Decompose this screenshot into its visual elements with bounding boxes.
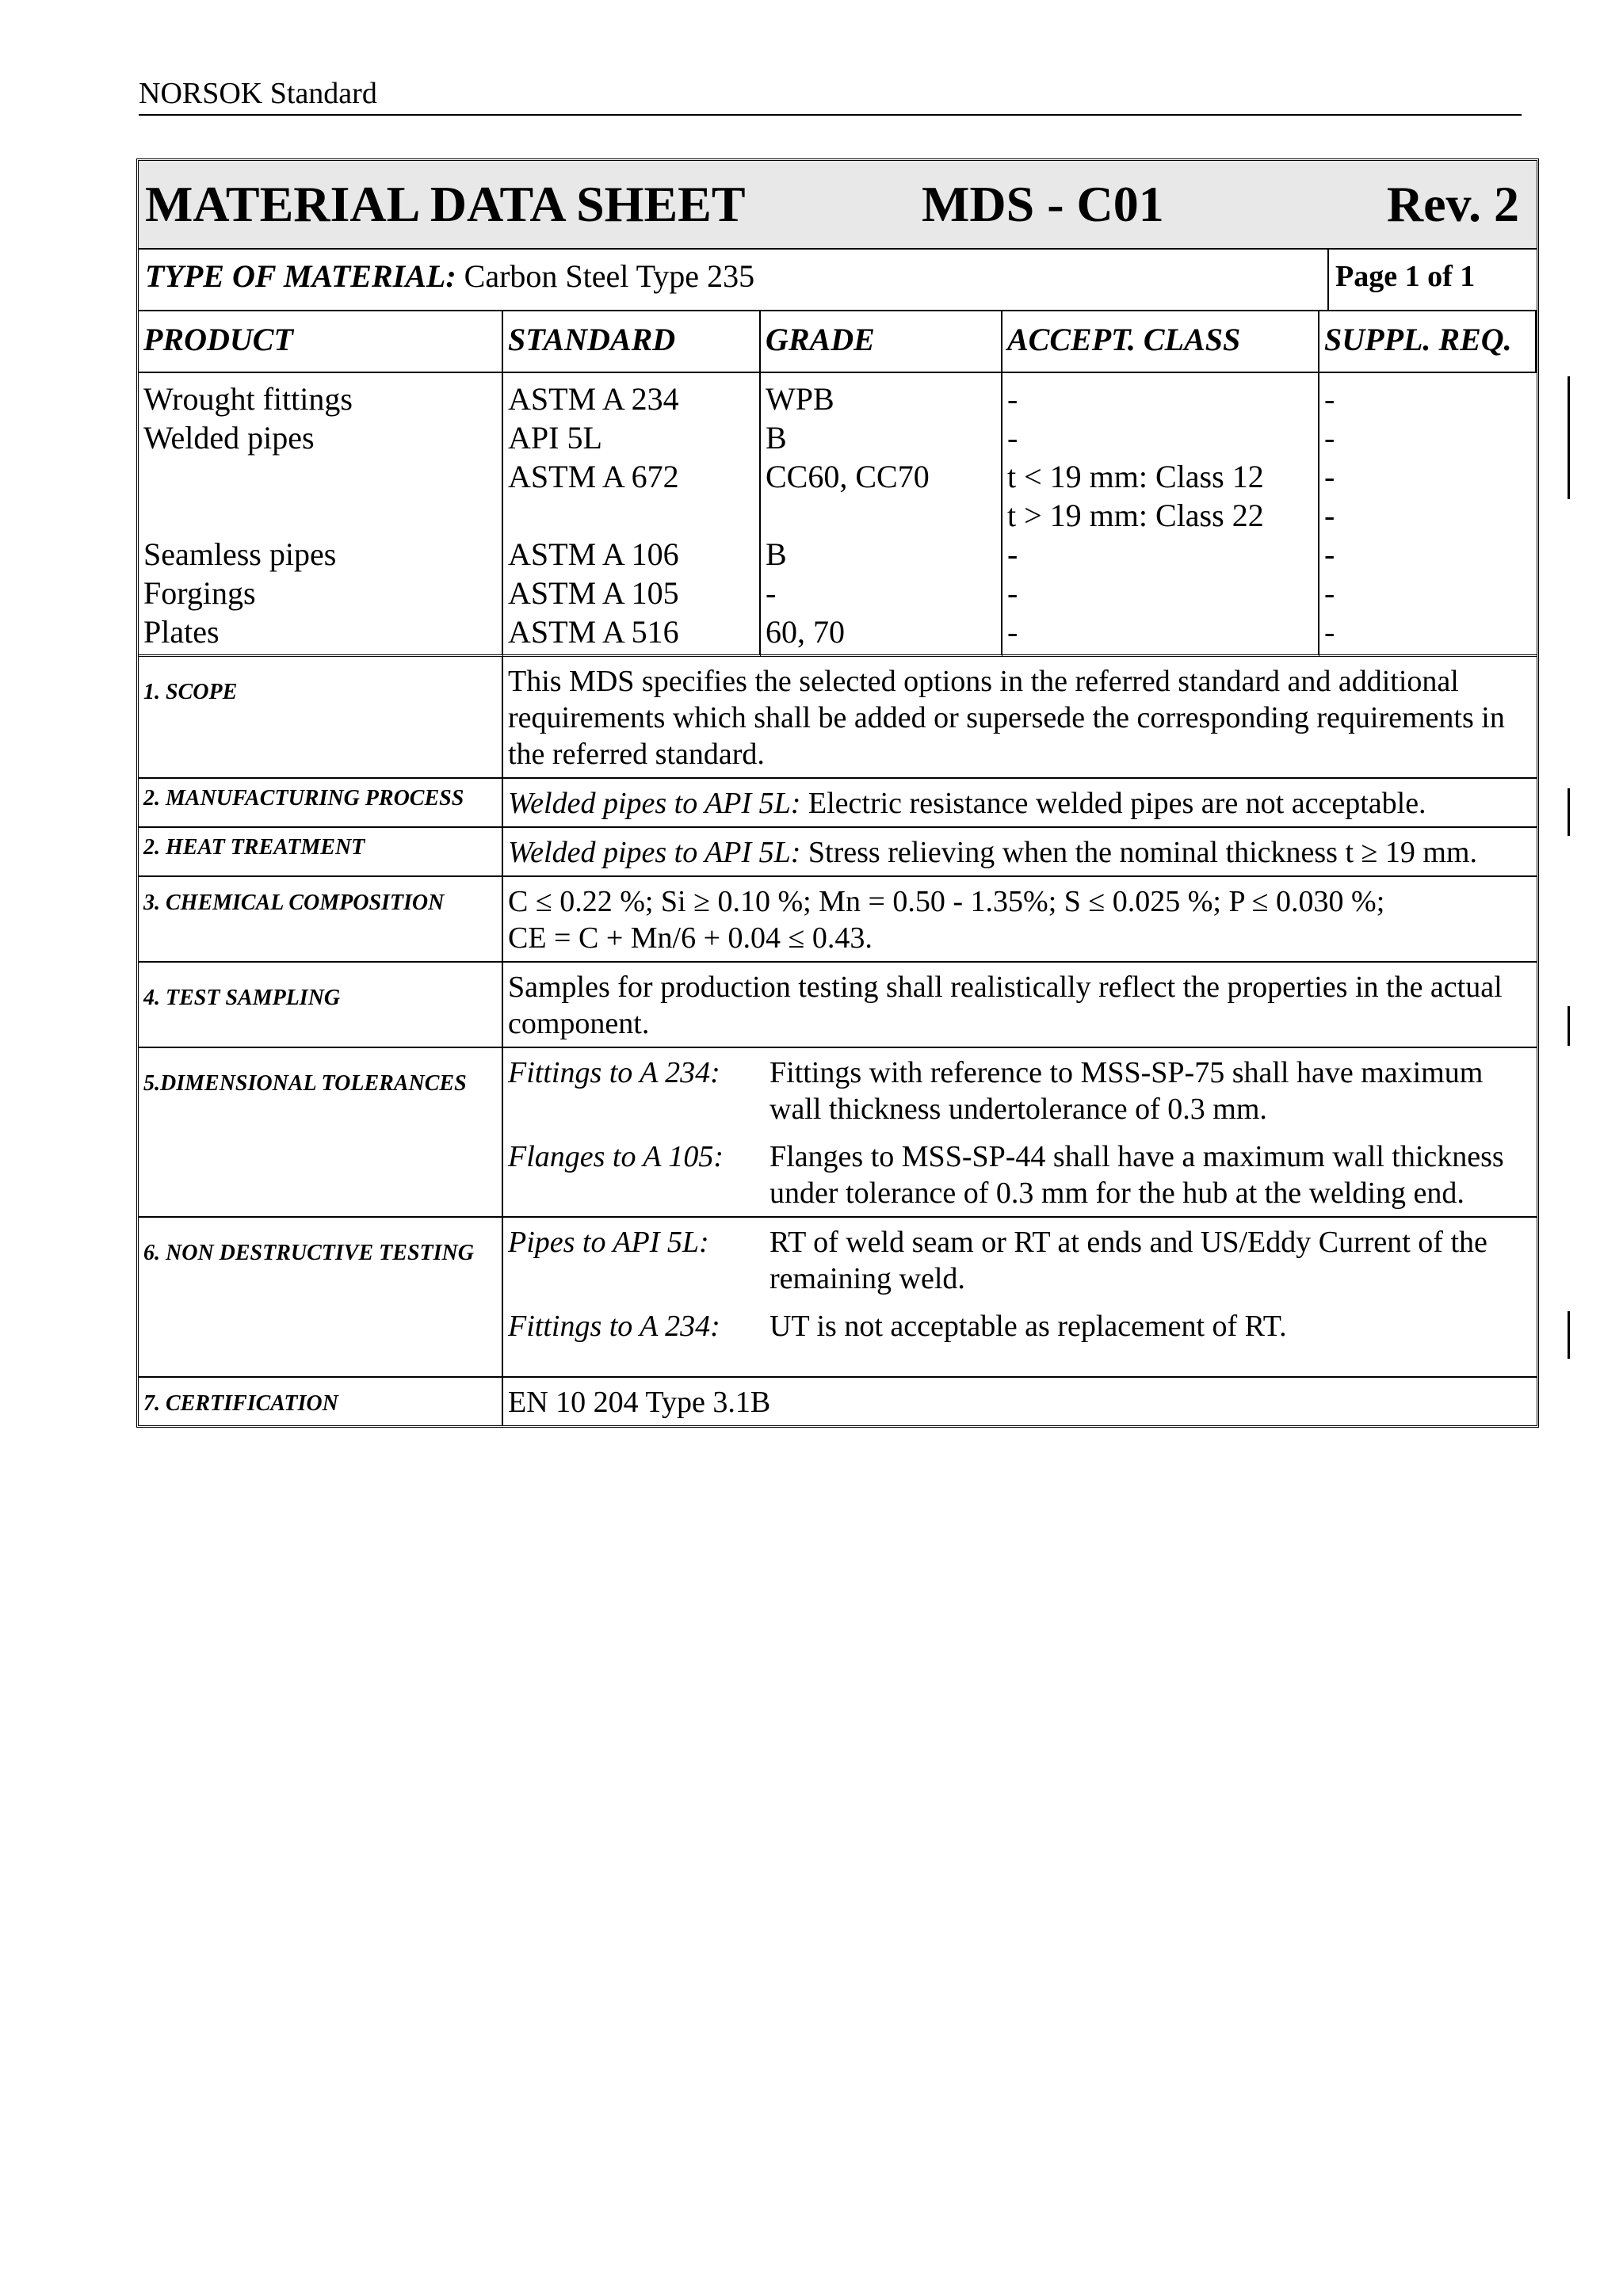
manufacturing-lead: Welded pipes to API 5L: — [508, 787, 801, 820]
product-table — [139, 311, 1537, 657]
tolerance-item — [508, 1138, 1532, 1211]
type-row — [139, 250, 1537, 311]
product-column: Wrought fittings Welded pipes Seamless pipes Forgings Plates — [139, 373, 503, 657]
chemical-line-1: C ≤ 0.22 %; Si ≥ 0.10 %; Mn = 0.50 - 1.35%; S ≤ 0.025 %; P ≤ 0.030 %; — [508, 885, 1385, 918]
certification-label: 7. CERTIFICATION — [139, 1378, 503, 1425]
ndt-item — [508, 1224, 1532, 1297]
section-manufacturing — [139, 779, 1537, 828]
scope-text: This MDS specifies the selected options in the referred standard and additional requirements which shall be added or supersede the corresponding requirements in the referred standard. — [508, 665, 1505, 771]
tolerance-item — [508, 1055, 1532, 1127]
heat-text — [503, 828, 1537, 875]
header-product: PRODUCT — [139, 311, 503, 373]
tolerances-text — [503, 1048, 1537, 1216]
section-scope — [139, 657, 1537, 779]
chemical-text — [503, 877, 1537, 961]
type-value: Carbon Steel Type 235 — [456, 258, 755, 294]
sheet-code: MDS - C01 — [922, 176, 1164, 232]
ndt-key-1: Pipes to API 5L: — [508, 1226, 709, 1259]
heat-body: Stress relieving when the nominal thickness t ≥ 19 mm. — [800, 836, 1477, 869]
header-suppl-req: SUPPL. REQ. — [1319, 311, 1537, 373]
suppl-req-column: - - - - - - - — [1319, 373, 1537, 657]
tolerance-key-1: Fittings to A 234: — [508, 1056, 720, 1089]
revision-bar — [1568, 1311, 1570, 1359]
chemical-line-2: CE = C + Mn/6 + 0.04 ≤ 0.43. — [508, 921, 873, 955]
header-accept-class: ACCEPT. CLASS — [1002, 311, 1319, 373]
ndt-text — [503, 1218, 1537, 1376]
title-row — [139, 161, 1537, 250]
header-title: NORSOK Standard — [139, 77, 377, 110]
accept-class-column: - - t < 19 mm: Class 12 t > 19 mm: Class 22 - - - — [1002, 373, 1319, 657]
section-test-sampling — [139, 963, 1537, 1048]
header-standard: STANDARD — [503, 311, 761, 373]
material-data-sheet — [136, 158, 1539, 1428]
tolerance-value-2: Flanges to MSS-SP-44 shall have a maximum wall thickness under tolerance of 0.3 mm for the hub at the welding end. — [769, 1140, 1504, 1210]
sampling-label: 4. TEST SAMPLING — [139, 963, 503, 1047]
section-ndt — [139, 1218, 1537, 1378]
ndt-value-2: UT is not acceptable as replacement of RT. — [769, 1310, 1287, 1343]
section-chemical — [139, 877, 1537, 963]
ndt-label: 6. NON DESTRUCTIVE TESTING — [139, 1218, 503, 1376]
section-heat-treatment — [139, 828, 1537, 877]
type-of-material — [139, 250, 1329, 310]
tolerance-key-2: Flanges to A 105: — [508, 1140, 724, 1173]
scope-label: 1. SCOPE — [139, 657, 503, 777]
revision-bar — [1568, 1006, 1570, 1046]
standard-column: ASTM A 234 API 5L ASTM A 672 ASTM A 106 ASTM A 105 ASTM A 516 — [503, 373, 761, 657]
certification-text: EN 10 204 Type 3.1B — [508, 1386, 771, 1419]
manufacturing-label: 2. MANUFACTURING PROCESS — [139, 779, 503, 826]
section-certification — [139, 1378, 1537, 1425]
tolerance-value-1: Fittings with reference to MSS-SP-75 shall have maximum wall thickness undertolerance of 0.3 mm. — [769, 1056, 1484, 1126]
tolerances-label: 5.DIMENSIONAL TOLERANCES — [139, 1048, 503, 1216]
revision-bar — [1568, 788, 1570, 836]
revision-bar — [1568, 376, 1570, 499]
heat-label: 2. HEAT TREATMENT — [139, 828, 503, 875]
page-number: Page 1 of 1 — [1335, 260, 1476, 293]
manufacturing-body: Electric resistance welded pipes are not acceptable. — [800, 787, 1426, 820]
type-label: TYPE OF MATERIAL: — [145, 258, 456, 294]
heat-lead: Welded pipes to API 5L: — [508, 836, 801, 869]
section-tolerances — [139, 1048, 1537, 1218]
header-grade: GRADE — [761, 311, 1002, 373]
sheet-revision: Rev. 2 — [1386, 176, 1519, 232]
manufacturing-text — [503, 779, 1537, 826]
ndt-key-2: Fittings to A 234: — [508, 1310, 720, 1343]
sheet-title: MATERIAL DATA SHEET — [145, 176, 746, 232]
grade-column: WPB B CC60, CC70 B - 60, 70 — [761, 373, 1002, 657]
ndt-value-1: RT of weld seam or RT at ends and US/Eddy Current of the remaining weld. — [769, 1226, 1487, 1295]
page-header — [139, 76, 1522, 116]
ndt-item — [508, 1308, 1532, 1344]
sampling-text: Samples for production testing shall realistically reflect the properties in the actual component. — [508, 971, 1503, 1040]
chemical-label: 3. CHEMICAL COMPOSITION — [139, 877, 503, 961]
